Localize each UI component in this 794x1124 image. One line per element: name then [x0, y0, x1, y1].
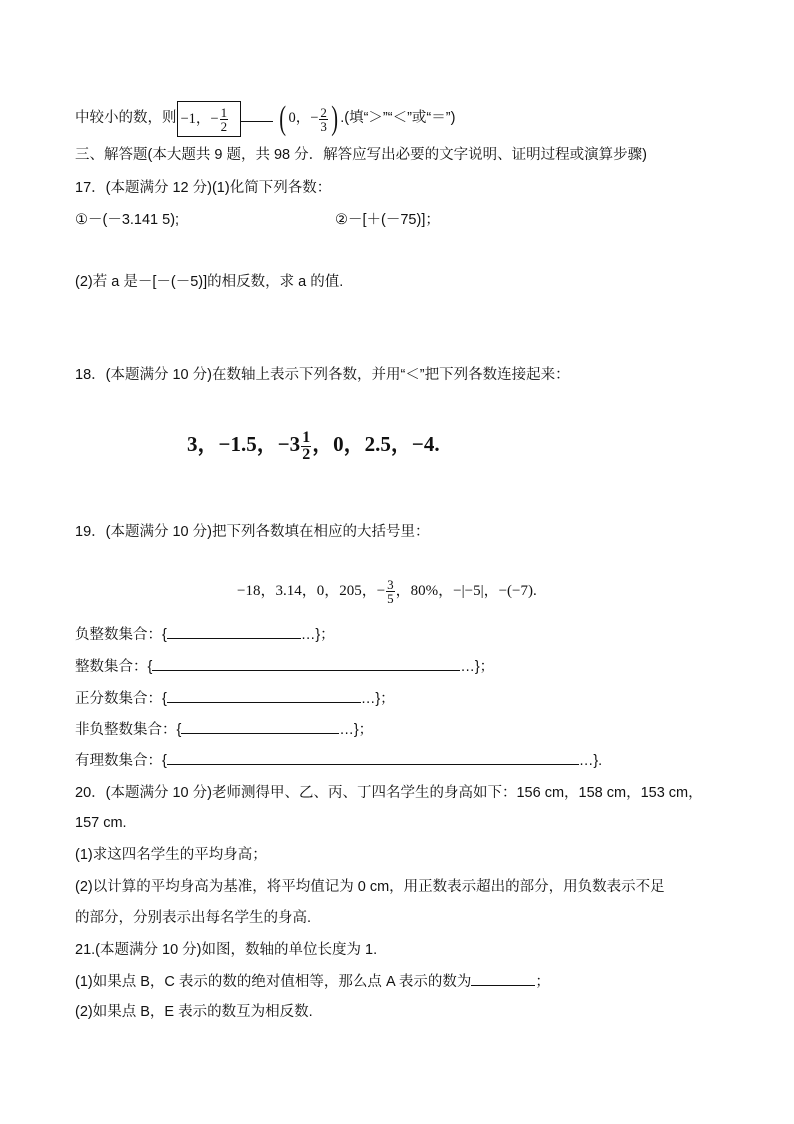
- q21-part1: (1)如果点 B，C 表示的数的绝对值相等，那么点 A 表示的数为 ；: [75, 971, 550, 992]
- set-negative-integers-blank[interactable]: [167, 624, 301, 639]
- set-nonnegative-integers-blank[interactable]: [181, 719, 339, 734]
- comparison-blank[interactable]: [241, 107, 273, 122]
- q20-part1: (1)求这四名学生的平均身高；: [75, 847, 267, 863]
- q16-suffix: .(填“＞”“＜”或“＝”): [340, 110, 456, 127]
- q20-part2-cont: 的部分，分别表示出每名学生的身高.: [75, 910, 312, 926]
- set-integers-blank[interactable]: [152, 656, 460, 671]
- set-positive-fractions-blank[interactable]: [167, 688, 361, 703]
- set-rationals-blank[interactable]: [167, 750, 579, 765]
- q16-prefix: 中较小的数，则: [75, 110, 177, 127]
- q17-part2: (2)若 a 是－[－(－5)]的相反数，求 a 的值.: [75, 274, 344, 290]
- fraction-mixed-half: $\frac{1}{2}$: [302, 428, 311, 463]
- q21-stem: 21.(本题满分 10 分)如图，数轴的单位长度为 1.: [75, 942, 378, 958]
- set-integers: 整数集合：{ …}；: [75, 656, 494, 677]
- fraction-2-3: $\frac{2}{3}$: [320, 104, 327, 134]
- q20-stem-cont: 157 cm.: [75, 815, 127, 831]
- q19-stem: 19．(本题满分 10 分)把下列各数填在相应的大括号里：: [75, 524, 430, 540]
- q16-tail-line: [75, 100, 455, 136]
- q17-stem: 17．(本题满分 12 分)(1)化简下列各数：: [75, 180, 332, 196]
- set-negative-integers: 负整数集合：{ …}；: [75, 624, 335, 645]
- section3-header: 三、解答题(本大题共 9 题，共 98 分．解答应写出必要的文字说明、证明过程或演算步骤): [75, 147, 647, 163]
- q18-number-list: 3，−1.5，−3 $\frac{1}{2}$ ，0，2.5，−4.: [187, 428, 440, 463]
- q20-stem: 20．(本题满分 10 分)老师测得甲、乙、丙、丁四名学生的身高如下：156 cm，158 cm，153 cm，: [75, 785, 703, 801]
- paren-expression-2: ( 0，− $\frac{2}{3}$ ): [279, 100, 338, 138]
- set-positive-fractions: 正分数集合：{ …}；: [75, 688, 395, 709]
- fraction-1-2: $\frac{1}{2}$: [220, 104, 228, 134]
- q21-part2: (2)如果点 B，E 表示的数互为相反数.: [75, 1004, 313, 1020]
- q19-number-list: −18，3.14，0，205，− $\frac{3}{5}$ ，80%，−|−5|，−(−7).: [237, 577, 537, 606]
- q20-part2: (2)以计算的平均身高为基准，将平均值记为 0 cm，用正数表示超出的部分，用负数表示不足: [75, 879, 665, 895]
- q18-stem: 18．(本题满分 10 分)在数轴上表示下列各数，并用“＜”把下列各数连接起来：: [75, 367, 570, 383]
- set-nonnegative-integers: 非负整数集合：{ …}；: [75, 719, 373, 740]
- q17-item1: ①－(－3.141 5);: [75, 212, 180, 228]
- set-rationals: 有理数集合：{ …}.: [75, 750, 602, 771]
- q17-item2: ②－[＋(－75)]；: [335, 212, 440, 228]
- fraction-3-5: $\frac{3}{5}$: [387, 577, 394, 606]
- bracket-expression-1: −1，− $\frac{1}{2}$: [177, 100, 242, 137]
- q21-answer-blank[interactable]: [471, 971, 535, 986]
